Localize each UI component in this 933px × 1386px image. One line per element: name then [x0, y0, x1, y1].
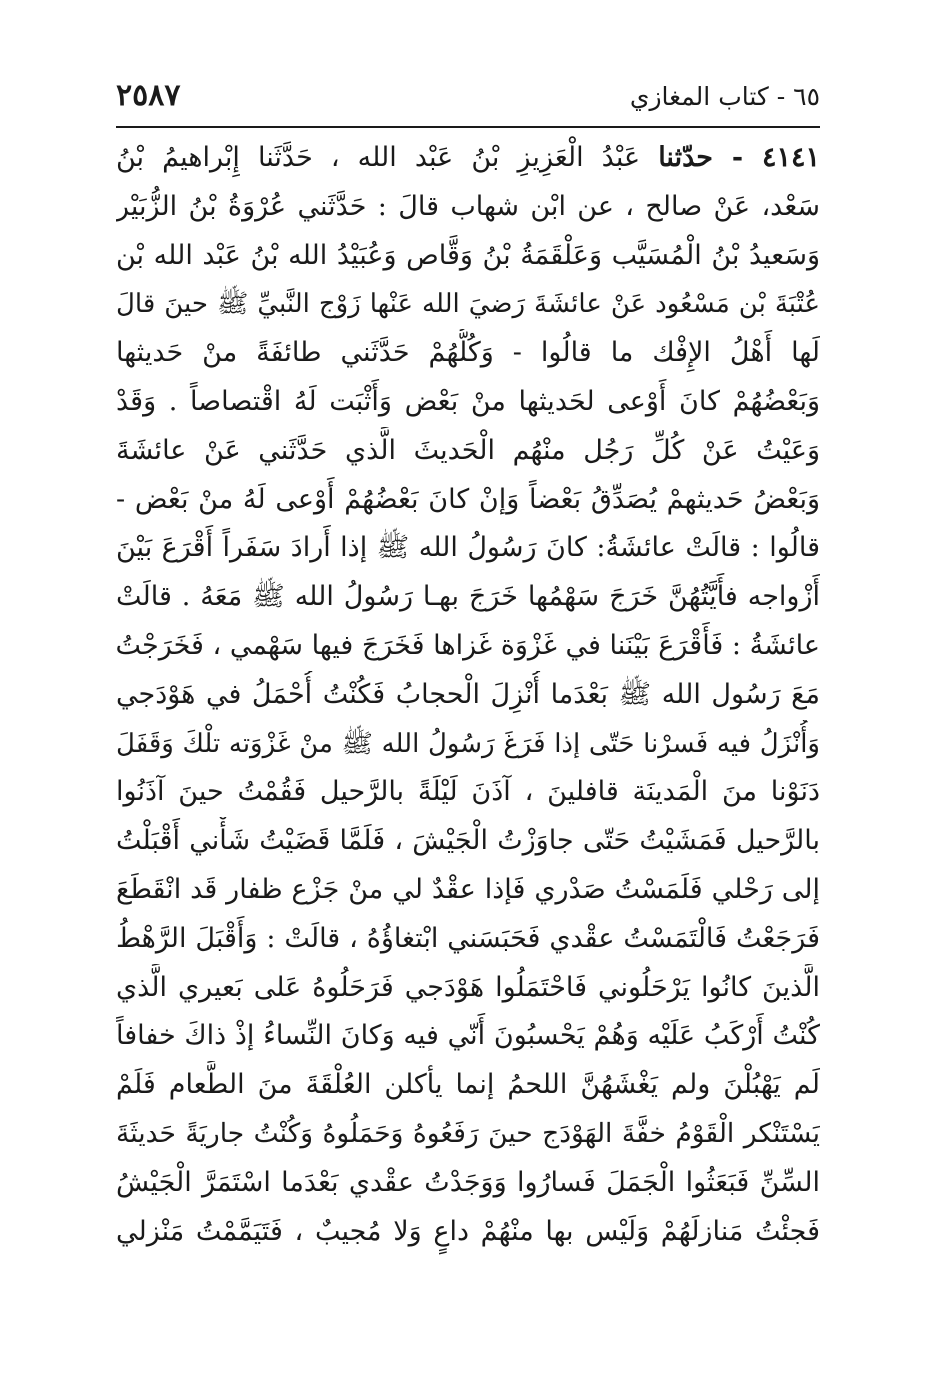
page-number: ٢٥٨٧: [116, 78, 181, 113]
text-line: بالرَّحيل فَمَشَيْتُ حَتّى جاوَزْتُ الْجَيْشَ ، فَلَمَّا قَضَيْتُ شَأْني أَقْبَلْتُ: [116, 825, 820, 857]
page-header: [116, 78, 820, 124]
text-line: سَعْد، عَنْ صالح ، عن ابْن شهاب قالَ : حَدَّثَني عُرْوَةُ بْنُ الزُّبَيْر: [116, 190, 820, 222]
text-line: كُنْتُ أَرْكَبُ عَلَيْه وَهُمْ يَحْسبُونَ أَنّي فيه وَكانَ النِّساءُ إذْ ذاكَ خفافاً: [116, 1020, 820, 1052]
text-line: قالُوا : قالَتْ عائشَةُ: كانَ رَسُولُ الله ﷺ إذا أَرادَ سَفَراً أَقْرَعَ بَيْنَ: [116, 532, 820, 564]
text-line: فَرَجَعْتُ فَالْتَمَسْتُ عقْدي فَحَبَسَني ابْتغاؤُهُ ، قالَتْ : وَأَقْبَلَ الرَّهْطُ: [116, 922, 820, 954]
text-line: دَنَوْنا منَ الْمَدينَة قافلينَ ، آذَنَ لَيْلَةً بالرَّحيل فَقُمْتُ حينَ آذَنُوا: [116, 776, 820, 808]
header-rule: [116, 126, 820, 128]
text-line: أَزْواجه فأَيَّتُهُنَّ خَرَجَ سَهْمُها خَرَجَ بهـا رَسُولُ الله ﷺ مَعَهُ . قالَتْ: [116, 581, 820, 613]
text-line: [116, 134, 820, 183]
text-line: يَسْتَنْكر الْقَوْمُ خفَّةَ الهَوْدَج حينَ رَفَعُوهُ وَحَمَلُوهُ وَكُنْتُ جاريَةً حَديثَةَ: [116, 1117, 820, 1149]
text-line: إلى رَحْلي فَلَمَسْتُ صَدْري فَإذا عقْدٌ لي منْ جَزْع ظفار قَد انْقَطَعَ: [116, 873, 820, 905]
text-line: وَبَعْضُهُمْ كانَ أَوْعى لحَديثها منْ بَعْض وَأَثْبَت لَهُ اقْتصاصاً . وَقَدْ: [116, 385, 820, 417]
text-line: وَأُنْزَلُ فيه فَسرْنا حَتّى إذا فَرَغَ رَسُولُ الله ﷺ منْ غَزْوَته تلْكَ وَقَفَلَ: [116, 728, 820, 759]
text-line: السِّنِّ فَبَعَثُوا الْجَمَلَ فَسارُوا وَوَجَدْتُ عقْدي بَعْدَما اسْتَمَرَّ الْجَيْشُ: [116, 1166, 820, 1198]
text-line: لَم يَهْبُلْنَ ولم يَغْشَهُنَّ اللحمُ إنما يأكلن العُلْقَةَ منَ الطَّعام فَلَمْ: [116, 1069, 820, 1101]
text-line: فَجئْتُ مَنازلَهُمْ وَلَيْس بها منْهُمْ داعٍ وَلا مُجيبٌ ، فَتَيَمَّمْتُ مَنْزلي: [116, 1215, 820, 1247]
text-line: وَسَعيدُ بْنُ الْمُسَيَّب وَعَلْقَمَةُ بْنُ وَقَّاص وَعُبَيْدُ الله بْنُ عَبْد الله بْن: [116, 239, 820, 271]
text-line: وَبَعْضُ حَديثهمْ يُصَدِّقُ بَعْضاً وَإنْ كانَ بَعْضُهُمْ أَوْعى لَهُ منْ بَعْض -: [116, 483, 820, 515]
text-line: مَعَ رَسُول الله ﷺ بَعْدَما أُنْزِلَ الْحجابُ فَكُنْتُ أُحْمَلُ في هَوْدَجي: [116, 678, 820, 710]
text-line: الَّذينَ كانُوا يَرْحَلُوني فَاحْتَمَلُوا هَوْدَجي فَرَحَلُوهُ عَلى بَعيري الَّذي: [116, 971, 820, 1003]
text-line-content: عَبْدُ الْعَزِيزِ بْنُ عَبْد الله ، حَدَّثَنا إِبْراهيمُ بْنُ: [116, 142, 641, 173]
text-line: عائشَةُ : فَأَقْرَعَ بَيْنَنا في غَزْوَة غَزاها فَخَرَجَ فيها سَهْمي ، فَخَرَجْتُ: [116, 629, 820, 661]
text-line: وَعَيْتُ عَنْ كُلِّ رَجُل منْهُم الْحَديثَ الَّذي حَدَّثَني عَنْ عائشَةَ: [116, 434, 820, 466]
hadith-text: [116, 134, 820, 1256]
chapter-title: ٦٥ - كتاب المغازي: [629, 82, 820, 111]
text-line: عُتْبَةَ بْن مَسْعُود عَنْ عائشَةَ رَضيَ الله عَنْها زَوْج النَّبيِّ ﷺ حينَ قالَ: [116, 289, 820, 320]
hadith-number: ٤١٤١ - حدّثنا: [658, 142, 820, 173]
text-line: لَها أَهْلُ الإِفْك ما قالُوا - وَكُلُّهُمْ حَدَّثَني طائفَةً منْ حَديثها: [116, 337, 820, 369]
